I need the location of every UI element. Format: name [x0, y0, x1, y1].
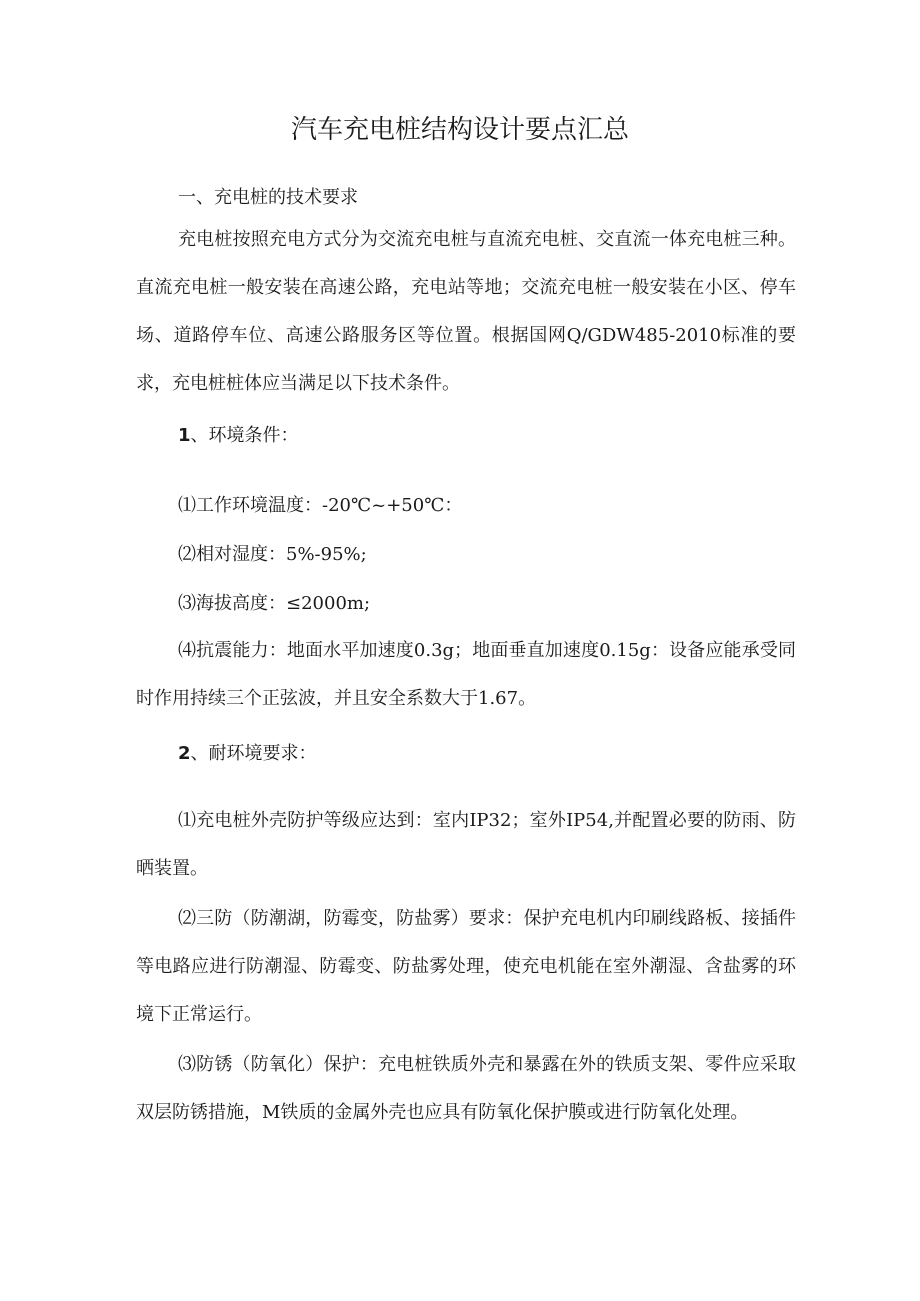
sub-heading-environment: [178, 412, 299, 460]
env-item: ⑵相对湿度：5%-95%;: [178, 544, 367, 565]
sub-heading-text: 、耐环境要求：: [190, 743, 317, 764]
sub-heading-resistance: [178, 730, 317, 778]
section1-heading: 一、充电桩的技术要求: [178, 187, 358, 208]
intro-paragraph: 充电桩按照充电方式分为交流充电桩与直流充电桩、交直流一体充电桩三种。直流充电桩一般安装在高速公路，充电站等地；交流充电桩一般安装在小区、停车场、道路停车位、高速公路服务区等位置。根据国网Q/GDW485-2010标准的要求，充电桩桩体应当满足以下技术条件。: [136, 229, 796, 394]
env-item: ⑶海拔高度：≤2000m;: [178, 593, 371, 614]
env-item: ⑴工作环境温度：-20℃~+50℃：: [178, 495, 463, 516]
sub-heading-number: 1: [178, 425, 191, 446]
sub-heading-text: 、环境条件：: [190, 425, 299, 446]
env-item: ⑷抗震能力：地面水平加速度0.3g；地面垂直加速度0.15g：设备应能承受同时作用持续三个正弦波，并且安全系数大于1.67。: [136, 640, 796, 709]
resist-item: ⑵三防（防潮湖，防霉变，防盐雾）要求：保护充电机内印刷线路板、接插件等电路应进行防潮湿、防霉变、防盐雾处理，使充电机能在室外潮湿、含盐雾的环境下正常运行。: [136, 908, 796, 1025]
resist-item: ⑴充电桩外壳防护等级应达到：室内IP32；室外IP54,并配置必要的防雨、防晒装置。: [136, 810, 796, 879]
document-title: 汽车充电桩结构设计要点汇总: [290, 115, 629, 145]
resist-item: ⑶防锈（防氧化）保护：充电桩铁质外壳和暴露在外的铁质支架、零件应采取双层防锈措施，M铁质的金属外壳也应具有防氧化保护膜或进行防氧化处理。: [136, 1054, 796, 1123]
sub-heading-number: 2: [178, 743, 191, 764]
